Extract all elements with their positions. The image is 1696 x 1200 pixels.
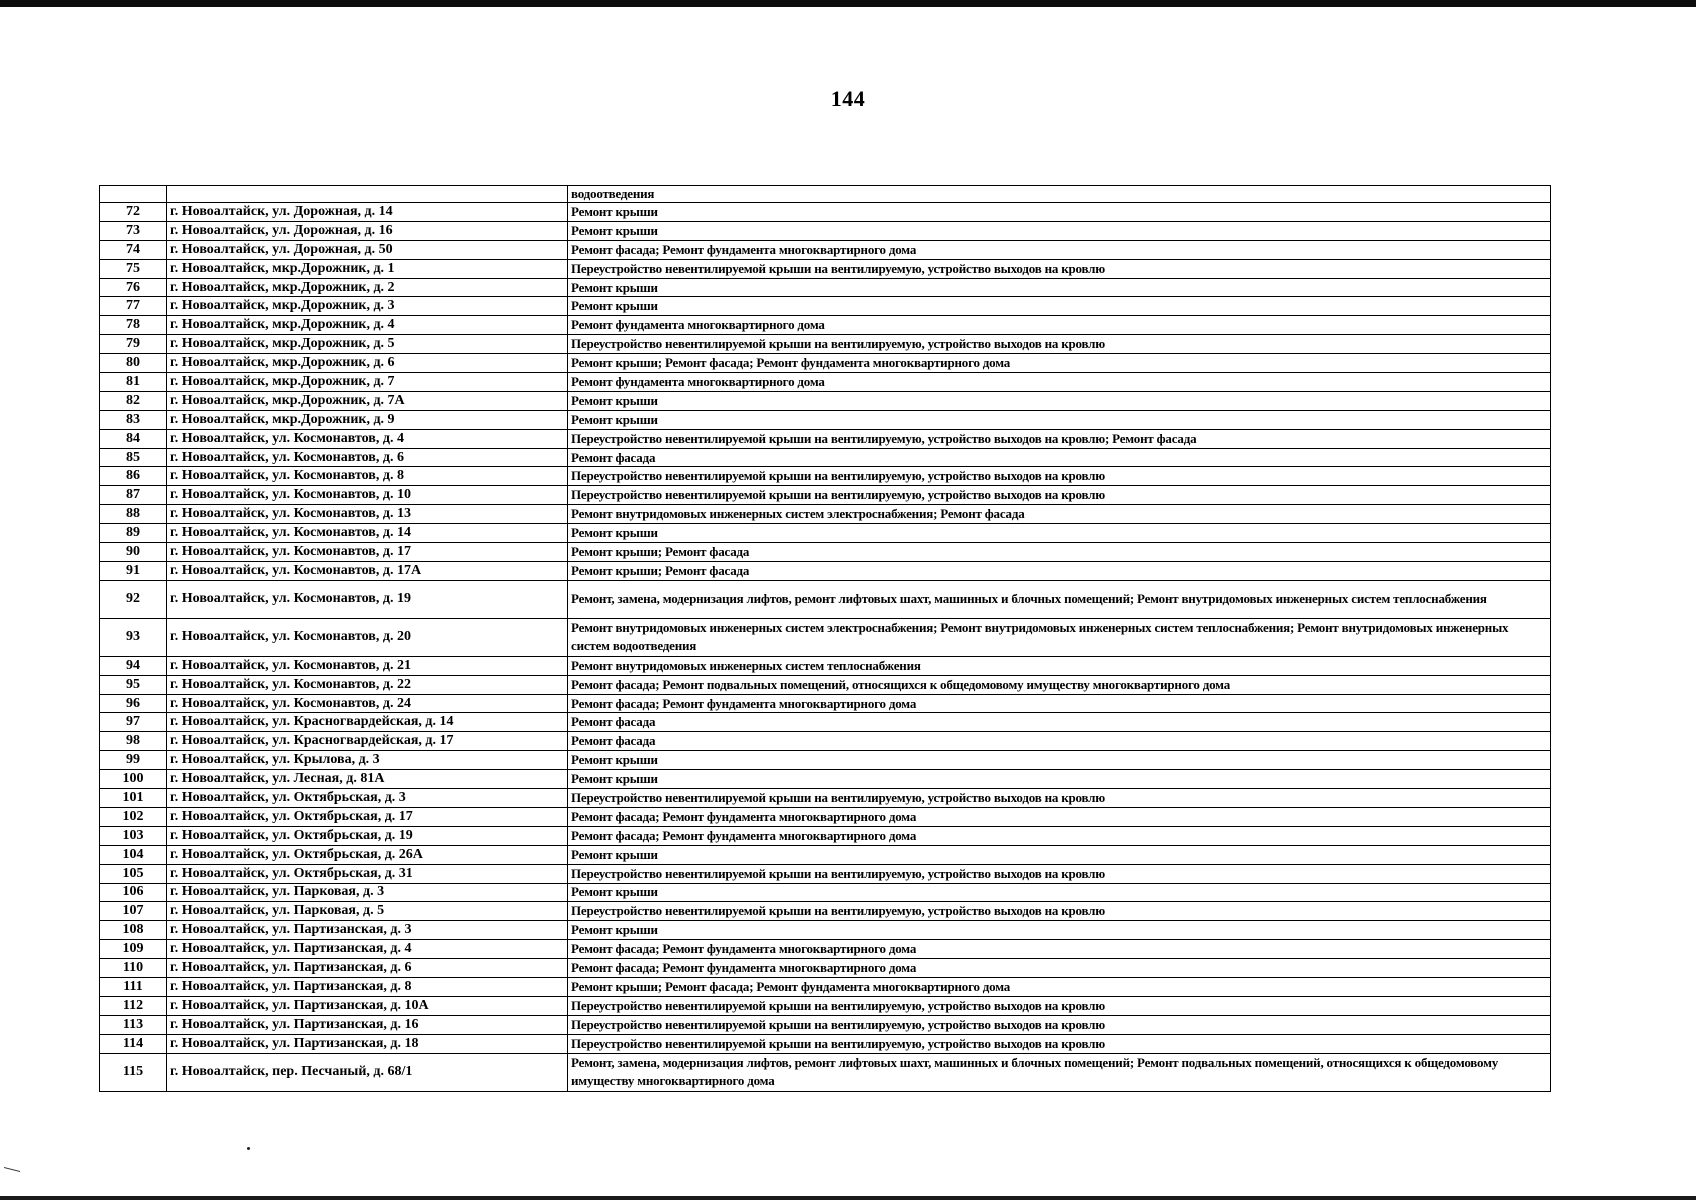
row-work-type: Ремонт фасада; Ремонт фундамента многоквартирного дома xyxy=(568,826,1551,845)
row-number: 107 xyxy=(100,902,167,921)
row-address: г. Новоалтайск, ул. Парковая, д. 3 xyxy=(167,883,568,902)
row-work-type: Переустройство невентилируемой крыши на вентилируемую, устройство выходов на кровлю xyxy=(568,789,1551,808)
row-address: г. Новоалтайск, ул. Дорожная, д. 16 xyxy=(167,221,568,240)
row-number: 104 xyxy=(100,845,167,864)
row-address: г. Новоалтайск, ул. Космонавтов, д. 17 xyxy=(167,543,568,562)
table-row xyxy=(100,429,1551,448)
row-address: г. Новоалтайск, ул. Космонавтов, д. 10 xyxy=(167,486,568,505)
row-number: 109 xyxy=(100,940,167,959)
row-work-type: Переустройство невентилируемой крыши на вентилируемую, устройство выходов на кровлю xyxy=(568,902,1551,921)
row-number: 105 xyxy=(100,864,167,883)
row-number: 85 xyxy=(100,448,167,467)
row-address: г. Новоалтайск, ул. Партизанская, д. 10А xyxy=(167,996,568,1015)
row-work-type: Ремонт крыши xyxy=(568,845,1551,864)
table-row xyxy=(100,902,1551,921)
row-number: 76 xyxy=(100,278,167,297)
row-number: 92 xyxy=(100,580,167,618)
table-row xyxy=(100,807,1551,826)
row-work-type: Ремонт внутридомовых инженерных систем электроснабжения; Ремонт фасада xyxy=(568,505,1551,524)
row-work-type: Ремонт фундамента многоквартирного дома xyxy=(568,316,1551,335)
row-number: 106 xyxy=(100,883,167,902)
row-number: 93 xyxy=(100,618,167,656)
row-number: 112 xyxy=(100,996,167,1015)
row-number: 95 xyxy=(100,675,167,694)
row-work-type: Ремонт крыши xyxy=(568,221,1551,240)
row-work-type: Переустройство невентилируемой крыши на вентилируемую, устройство выходов на кровлю xyxy=(568,996,1551,1015)
table-row xyxy=(100,789,1551,808)
table-row xyxy=(100,751,1551,770)
row-address: г. Новоалтайск, ул. Партизанская, д. 3 xyxy=(167,921,568,940)
row-address: г. Новоалтайск, пер. Песчаный, д. 68/1 xyxy=(167,1053,568,1091)
row-address: г. Новоалтайск, мкр.Дорожник, д. 4 xyxy=(167,316,568,335)
row-work-type: Ремонт фасада; Ремонт подвальных помещений, относящихся к общедомовому имуществу многоквартирного дома xyxy=(568,675,1551,694)
table-row xyxy=(100,505,1551,524)
row-number: 72 xyxy=(100,203,167,222)
table-body xyxy=(100,186,1551,1092)
row-number: 75 xyxy=(100,259,167,278)
row-address: г. Новоалтайск, ул. Космонавтов, д. 14 xyxy=(167,524,568,543)
row-number: 78 xyxy=(100,316,167,335)
table-row xyxy=(100,1015,1551,1034)
table-row xyxy=(100,996,1551,1015)
table-row xyxy=(100,1053,1551,1091)
table-row xyxy=(100,732,1551,751)
row-work-type: Ремонт крыши xyxy=(568,203,1551,222)
row-number: 115 xyxy=(100,1053,167,1091)
table-row-continuation xyxy=(100,186,1551,203)
table-row xyxy=(100,864,1551,883)
row-address: г. Новоалтайск, ул. Красногвардейская, д. 14 xyxy=(167,713,568,732)
table-row xyxy=(100,278,1551,297)
row-number: 102 xyxy=(100,807,167,826)
table-row xyxy=(100,448,1551,467)
row-work-type: Переустройство невентилируемой крыши на вентилируемую, устройство выходов на кровлю xyxy=(568,486,1551,505)
row-address: г. Новоалтайск, мкр.Дорожник, д. 9 xyxy=(167,410,568,429)
row-number: 89 xyxy=(100,524,167,543)
row-work-type: Ремонт крыши xyxy=(568,524,1551,543)
table-row xyxy=(100,713,1551,732)
table-row xyxy=(100,826,1551,845)
table-row xyxy=(100,354,1551,373)
row-number xyxy=(100,186,167,203)
table-row xyxy=(100,297,1551,316)
table-row xyxy=(100,959,1551,978)
row-work-type: Переустройство невентилируемой крыши на вентилируемую, устройство выходов на кровлю xyxy=(568,864,1551,883)
row-address: г. Новоалтайск, мкр.Дорожник, д. 5 xyxy=(167,335,568,354)
row-address: г. Новоалтайск, ул. Космонавтов, д. 21 xyxy=(167,656,568,675)
row-number: 83 xyxy=(100,410,167,429)
row-number: 79 xyxy=(100,335,167,354)
row-address: г. Новоалтайск, ул. Космонавтов, д. 20 xyxy=(167,618,568,656)
table-row xyxy=(100,203,1551,222)
row-address: г. Новоалтайск, ул. Космонавтов, д. 17А xyxy=(167,561,568,580)
row-number: 88 xyxy=(100,505,167,524)
row-address: г. Новоалтайск, ул. Партизанская, д. 8 xyxy=(167,977,568,996)
row-address: г. Новоалтайск, ул. Космонавтов, д. 13 xyxy=(167,505,568,524)
table-row xyxy=(100,770,1551,789)
scan-speck xyxy=(247,1147,250,1150)
row-work-type: Переустройство невентилируемой крыши на вентилируемую, устройство выходов на кровлю xyxy=(568,259,1551,278)
row-address: г. Новоалтайск, ул. Октябрьская, д. 19 xyxy=(167,826,568,845)
row-number: 86 xyxy=(100,467,167,486)
row-address: г. Новоалтайск, мкр.Дорожник, д. 7 xyxy=(167,373,568,392)
row-address: г. Новоалтайск, ул. Дорожная, д. 14 xyxy=(167,203,568,222)
table-row xyxy=(100,977,1551,996)
row-number: 84 xyxy=(100,429,167,448)
row-address: г. Новоалтайск, ул. Октябрьская, д. 17 xyxy=(167,807,568,826)
row-number: 101 xyxy=(100,789,167,808)
row-work-type: Ремонт крыши xyxy=(568,770,1551,789)
row-work-type: Переустройство невентилируемой крыши на вентилируемую, устройство выходов на кровлю xyxy=(568,467,1551,486)
table-row xyxy=(100,675,1551,694)
row-address: г. Новоалтайск, ул. Космонавтов, д. 4 xyxy=(167,429,568,448)
row-work-type: Ремонт крыши; Ремонт фасада xyxy=(568,561,1551,580)
table-row xyxy=(100,391,1551,410)
row-work-type: Ремонт крыши xyxy=(568,278,1551,297)
row-work-type: Ремонт внутридомовых инженерных систем электроснабжения; Ремонт внутридомовых инженерных систем теплоснабжения; Ремонт внутридомовых инженерных систем водоотведения xyxy=(568,618,1551,656)
row-number: 90 xyxy=(100,543,167,562)
row-work-type: Ремонт фасада; Ремонт фундамента многоквартирного дома xyxy=(568,940,1551,959)
row-work-type: Ремонт крыши xyxy=(568,297,1551,316)
row-work-type: Ремонт фасада xyxy=(568,448,1551,467)
table-row xyxy=(100,580,1551,618)
table-row xyxy=(100,524,1551,543)
row-number: 81 xyxy=(100,373,167,392)
row-work-type: Переустройство невентилируемой крыши на вентилируемую, устройство выходов на кровлю xyxy=(568,335,1551,354)
row-work-type: Ремонт фундамента многоквартирного дома xyxy=(568,373,1551,392)
table-row xyxy=(100,940,1551,959)
row-address: г. Новоалтайск, ул. Октябрьская, д. 31 xyxy=(167,864,568,883)
page-number: 144 xyxy=(830,86,866,111)
table-row xyxy=(100,845,1551,864)
table-row xyxy=(100,1034,1551,1053)
table-row xyxy=(100,486,1551,505)
row-work-type: Переустройство невентилируемой крыши на вентилируемую, устройство выходов на кровлю xyxy=(568,1034,1551,1053)
table-row xyxy=(100,240,1551,259)
row-address: г. Новоалтайск, мкр.Дорожник, д. 2 xyxy=(167,278,568,297)
row-number: 108 xyxy=(100,921,167,940)
table-row xyxy=(100,561,1551,580)
row-work-type: Ремонт крыши xyxy=(568,921,1551,940)
row-work-type: Ремонт фасада xyxy=(568,713,1551,732)
row-work-type: Ремонт, замена, модернизация лифтов, ремонт лифтовых шахт, машинных и блочных помещений; Ремонт подвальных помещений, относящихся к общедомовому имуществу многоквартирного дома xyxy=(568,1053,1551,1091)
row-address: г. Новоалтайск, мкр.Дорожник, д. 7А xyxy=(167,391,568,410)
row-work-type: Ремонт внутридомовых инженерных систем теплоснабжения xyxy=(568,656,1551,675)
row-number: 94 xyxy=(100,656,167,675)
row-address xyxy=(167,186,568,203)
row-number: 82 xyxy=(100,391,167,410)
row-address: г. Новоалтайск, ул. Октябрьская, д. 3 xyxy=(167,789,568,808)
row-address: г. Новоалтайск, ул. Партизанская, д. 16 xyxy=(167,1015,568,1034)
row-address: г. Новоалтайск, ул. Космонавтов, д. 24 xyxy=(167,694,568,713)
row-address: г. Новоалтайск, ул. Октябрьская, д. 26А xyxy=(167,845,568,864)
row-work-type: Ремонт крыши xyxy=(568,391,1551,410)
row-number: 103 xyxy=(100,826,167,845)
row-work-type: Ремонт крыши xyxy=(568,883,1551,902)
row-number: 114 xyxy=(100,1034,167,1053)
table-row xyxy=(100,467,1551,486)
row-address: г. Новоалтайск, ул. Космонавтов, д. 8 xyxy=(167,467,568,486)
row-address: г. Новоалтайск, ул. Партизанская, д. 6 xyxy=(167,959,568,978)
row-work-type: Ремонт фасада; Ремонт фундамента многоквартирного дома xyxy=(568,959,1551,978)
table-row xyxy=(100,221,1551,240)
table-row xyxy=(100,335,1551,354)
row-address: г. Новоалтайск, мкр.Дорожник, д. 6 xyxy=(167,354,568,373)
row-work-type: Ремонт фасада; Ремонт фундамента многоквартирного дома xyxy=(568,240,1551,259)
row-address: г. Новоалтайск, мкр.Дорожник, д. 3 xyxy=(167,297,568,316)
row-number: 74 xyxy=(100,240,167,259)
table-row xyxy=(100,694,1551,713)
row-number: 99 xyxy=(100,751,167,770)
row-number: 80 xyxy=(100,354,167,373)
table-row xyxy=(100,618,1551,656)
row-number: 91 xyxy=(100,561,167,580)
row-address: г. Новоалтайск, мкр.Дорожник, д. 1 xyxy=(167,259,568,278)
row-address: г. Новоалтайск, ул. Партизанская, д. 4 xyxy=(167,940,568,959)
scan-margin-mark xyxy=(4,1161,20,1172)
row-number: 73 xyxy=(100,221,167,240)
table-row xyxy=(100,410,1551,429)
row-work-type: водоотведения xyxy=(568,186,1551,203)
row-address: г. Новоалтайск, ул. Космонавтов, д. 6 xyxy=(167,448,568,467)
row-address: г. Новоалтайск, ул. Дорожная, д. 50 xyxy=(167,240,568,259)
row-work-type: Ремонт, замена, модернизация лифтов, ремонт лифтовых шахт, машинных и блочных помещений; Ремонт внутридомовых инженерных систем теплоснабжения xyxy=(568,580,1551,618)
table-row xyxy=(100,921,1551,940)
row-number: 97 xyxy=(100,713,167,732)
row-work-type: Ремонт фасада; Ремонт фундамента многоквартирного дома xyxy=(568,694,1551,713)
row-address: г. Новоалтайск, ул. Парковая, д. 5 xyxy=(167,902,568,921)
table-row xyxy=(100,656,1551,675)
row-number: 113 xyxy=(100,1015,167,1034)
table-row xyxy=(100,373,1551,392)
table-row xyxy=(100,259,1551,278)
table-row xyxy=(100,316,1551,335)
row-work-type: Ремонт крыши; Ремонт фасада xyxy=(568,543,1551,562)
row-address: г. Новоалтайск, ул. Красногвардейская, д. 17 xyxy=(167,732,568,751)
row-address: г. Новоалтайск, ул. Лесная, д. 81А xyxy=(167,770,568,789)
row-address: г. Новоалтайск, ул. Космонавтов, д. 22 xyxy=(167,675,568,694)
scan-top-border xyxy=(0,0,1696,7)
row-number: 77 xyxy=(100,297,167,316)
row-work-type: Ремонт крыши; Ремонт фасада; Ремонт фундамента многоквартирного дома xyxy=(568,354,1551,373)
row-address: г. Новоалтайск, ул. Крылова, д. 3 xyxy=(167,751,568,770)
row-work-type: Переустройство невентилируемой крыши на вентилируемую, устройство выходов на кровлю xyxy=(568,1015,1551,1034)
row-number: 100 xyxy=(100,770,167,789)
row-work-type: Ремонт крыши xyxy=(568,751,1551,770)
row-address: г. Новоалтайск, ул. Космонавтов, д. 19 xyxy=(167,580,568,618)
row-number: 87 xyxy=(100,486,167,505)
row-work-type: Ремонт фасада xyxy=(568,732,1551,751)
row-work-type: Ремонт крыши xyxy=(568,410,1551,429)
table-row xyxy=(100,883,1551,902)
row-number: 96 xyxy=(100,694,167,713)
row-number: 110 xyxy=(100,959,167,978)
row-work-type: Переустройство невентилируемой крыши на вентилируемую, устройство выходов на кровлю; Ремонт фасада xyxy=(568,429,1551,448)
row-number: 111 xyxy=(100,977,167,996)
row-number: 98 xyxy=(100,732,167,751)
row-work-type: Ремонт крыши; Ремонт фасада; Ремонт фундамента многоквартирного дома xyxy=(568,977,1551,996)
table-row xyxy=(100,543,1551,562)
scan-bottom-border xyxy=(0,1196,1696,1200)
row-address: г. Новоалтайск, ул. Партизанская, д. 18 xyxy=(167,1034,568,1053)
repair-program-table xyxy=(99,185,1551,1092)
row-work-type: Ремонт фасада; Ремонт фундамента многоквартирного дома xyxy=(568,807,1551,826)
